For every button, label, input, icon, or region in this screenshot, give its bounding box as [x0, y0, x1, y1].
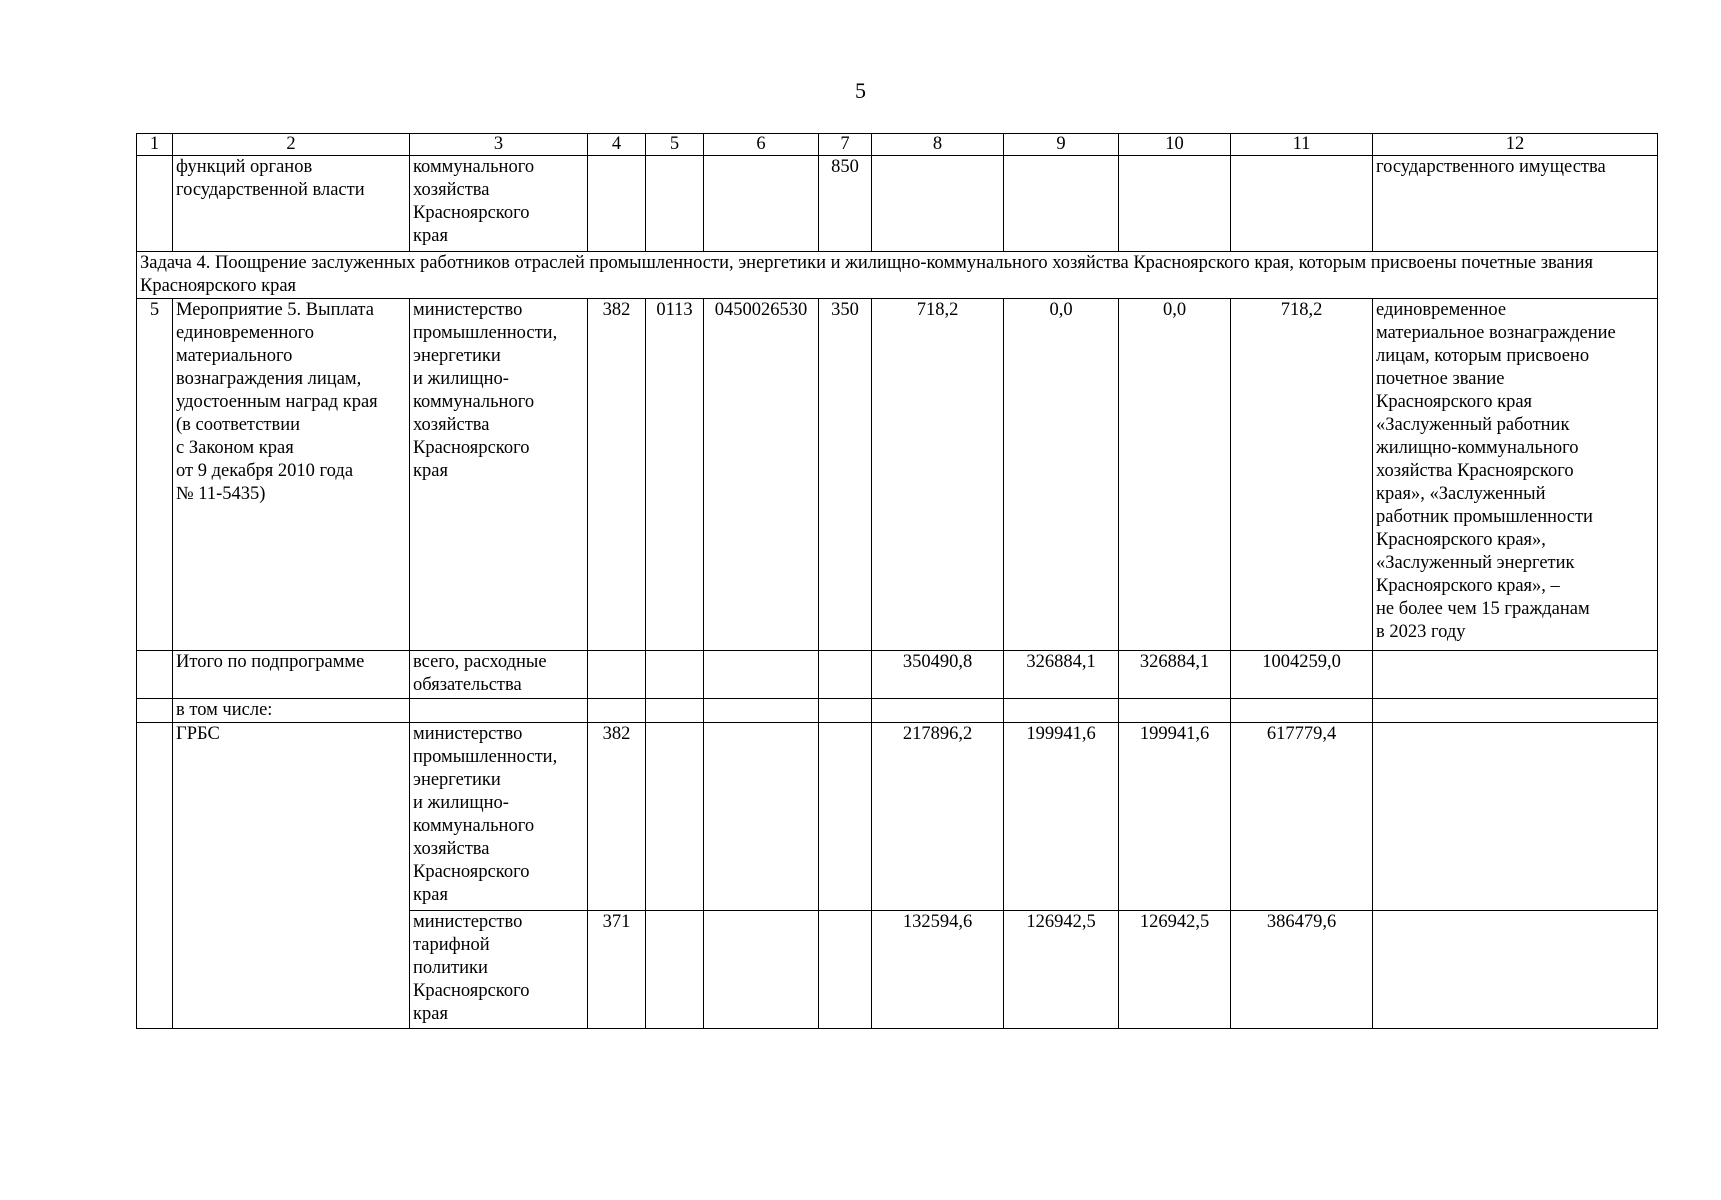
table-cell: 126942,5: [1004, 911, 1119, 1029]
cell-text: коммунального хозяйства Красноярского края: [413, 157, 535, 246]
table-cell: [1231, 156, 1373, 252]
table-cell: [646, 156, 704, 252]
header-cell: 5: [646, 134, 704, 156]
table-cell: 382: [588, 723, 646, 911]
table-cell: [704, 699, 819, 723]
header-row: [137, 134, 1658, 156]
table-cell: [137, 723, 173, 1029]
program-table: [136, 133, 1658, 1029]
cell-text: всего, расходные обязательства: [413, 652, 547, 695]
table-cell: 718,2: [872, 299, 1004, 651]
task-heading: Задача 4. Поощрение заслуженных работников отраслей промышленности, энергетики и жилищно-коммунального хозяйства Красноярского края, которым присвоены почетные звания Красноярского края: [137, 252, 1658, 299]
table-cell: [704, 911, 819, 1029]
table-cell: 5: [137, 299, 173, 651]
table-cell: государственного имущества: [1373, 156, 1658, 252]
table-cell: 326884,1: [1119, 651, 1231, 699]
header-cell: 11: [1231, 134, 1373, 156]
table-row: [137, 723, 1658, 911]
table-cell: [173, 156, 410, 252]
cell-text: функций органов государственной власти: [176, 157, 365, 200]
table-cell: [410, 699, 588, 723]
table-cell: 850: [819, 156, 872, 252]
table-cell: [1119, 156, 1231, 252]
cell-text: единовременное материальное вознаграждение лицам, которым присвоено почетное звание Красноярского края «Заслуженный работник жилищно-коммунального хозяйства Красноярского края», «Заслуженный работник промышленности Красноярского края», «Заслуженный энергетик Красноярского края», – не более чем 15 гражданам в 2023 году: [1376, 300, 1616, 642]
table-cell: [819, 699, 872, 723]
table-cell: [646, 651, 704, 699]
header-cell: 8: [872, 134, 1004, 156]
table-cell: 350: [819, 299, 872, 651]
total-row: [137, 651, 1658, 699]
table-cell: [1231, 699, 1373, 723]
table-row: [137, 156, 1658, 252]
table-cell: [704, 723, 819, 911]
table-cell: [819, 723, 872, 911]
header-cell: 9: [1004, 134, 1119, 156]
header-cell: 3: [410, 134, 588, 156]
table-cell: 0,0: [1004, 299, 1119, 651]
table-cell: 126942,5: [1119, 911, 1231, 1029]
header-cell: 4: [588, 134, 646, 156]
table-cell: [1004, 156, 1119, 252]
table-cell: 718,2: [1231, 299, 1373, 651]
table-cell: [137, 156, 173, 252]
table-cell: [704, 651, 819, 699]
table-cell: [173, 299, 410, 651]
table-cell: [646, 699, 704, 723]
table-cell: [410, 156, 588, 252]
table-cell: 0450026530: [704, 299, 819, 651]
header-cell: 7: [819, 134, 872, 156]
page-number: 5: [855, 78, 866, 103]
table-cell: [704, 156, 819, 252]
table-cell: 199941,6: [1119, 723, 1231, 911]
cell-text: министерство промышленности, энергетики и жилищно- коммунального хозяйства Красноярского края: [413, 724, 558, 905]
table-cell: 1004259,0: [1231, 651, 1373, 699]
table-cell: 386479,6: [1231, 911, 1373, 1029]
table-cell: [1373, 723, 1658, 911]
table-cell: [1373, 911, 1658, 1029]
table-cell: Итого по подпрограмме: [173, 651, 410, 699]
header-cell: 10: [1119, 134, 1231, 156]
table-cell: [872, 699, 1004, 723]
table-cell: [1373, 699, 1658, 723]
table-cell: 217896,2: [872, 723, 1004, 911]
cell-text: Мероприятие 5. Выплата единовременного материального вознаграждения лицам, удостоенным наград края (в соответствии с Законом края от 9 декабря 2010 года № 11-5435): [176, 300, 378, 504]
table-cell: [1373, 299, 1658, 651]
table-cell: [410, 651, 588, 699]
table-cell: [646, 723, 704, 911]
table-cell: [646, 911, 704, 1029]
table-cell: 617779,4: [1231, 723, 1373, 911]
header-cell: 1: [137, 134, 173, 156]
table-row: [137, 299, 1658, 651]
table-cell: [410, 299, 588, 651]
header-cell: 12: [1373, 134, 1658, 156]
table-cell: [819, 911, 872, 1029]
table-cell: 382: [588, 299, 646, 651]
table-cell: [137, 699, 173, 723]
table-cell: [1119, 699, 1231, 723]
cell-text: министерство промышленности, энергетики и жилищно- коммунального хозяйства Красноярского края: [413, 300, 558, 481]
table-row: [137, 699, 1658, 723]
table-cell: 132594,6: [872, 911, 1004, 1029]
table-cell: [410, 911, 588, 1029]
table-cell: 0,0: [1119, 299, 1231, 651]
table-cell: 326884,1: [1004, 651, 1119, 699]
table-cell: [1373, 651, 1658, 699]
table-cell: [588, 699, 646, 723]
table-cell: [137, 651, 173, 699]
table-cell: в том числе:: [173, 699, 410, 723]
header-cell: 6: [704, 134, 819, 156]
table-cell: ГРБС: [173, 723, 410, 1029]
task-row: [137, 252, 1658, 299]
table-cell: [410, 723, 588, 911]
table-cell: [819, 651, 872, 699]
table-cell: [588, 651, 646, 699]
header-cell: 2: [173, 134, 410, 156]
table-cell: 0113: [646, 299, 704, 651]
cell-text: министерство тарифной политики Красноярского края: [413, 912, 530, 1024]
table-cell: [1004, 699, 1119, 723]
table-cell: [872, 156, 1004, 252]
table-cell: 371: [588, 911, 646, 1029]
table-cell: 199941,6: [1004, 723, 1119, 911]
table-cell: [588, 156, 646, 252]
table-cell: 350490,8: [872, 651, 1004, 699]
